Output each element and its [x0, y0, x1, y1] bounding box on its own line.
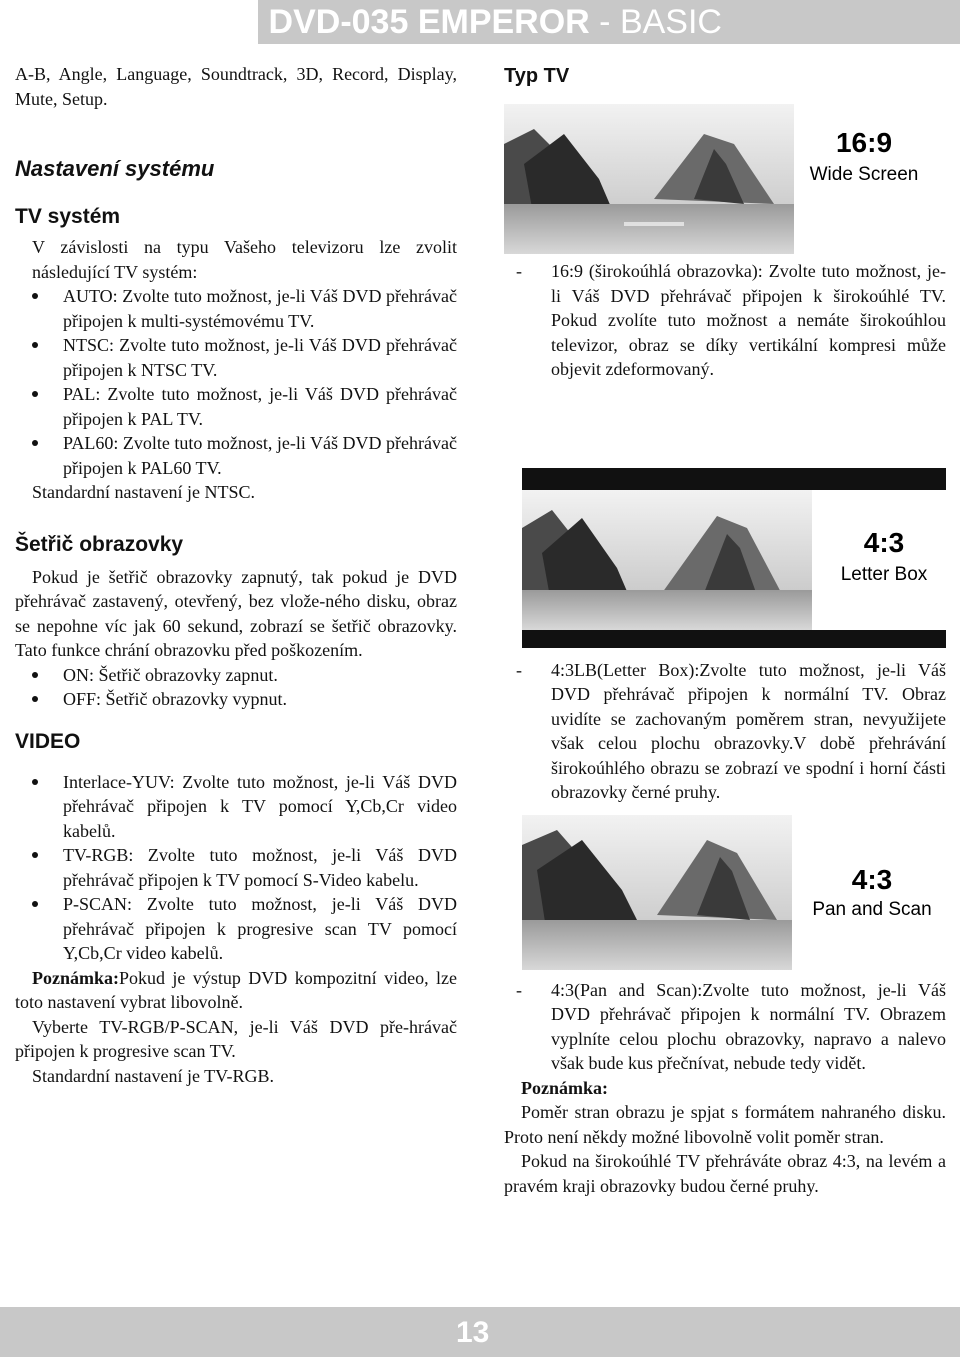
screensaver-heading: Šetřič obrazovky — [15, 532, 184, 556]
list-item: NTSC: Zvolte tuto možnost, je-li Váš DVD přehrávač připojen k NTSC TV. — [15, 333, 457, 382]
right-column — [504, 62, 946, 1198]
aspect-label: 4:3 — [851, 863, 893, 895]
note-text: Poměr stran obrazu je spjat s formátem nahraného disku. Proto není někdy možné libovolně volit poměr stran. — [504, 1102, 946, 1147]
list-item: ON: Šetřič obrazovky zapnut. — [15, 663, 457, 688]
screensaver-text: Pokud je šetřič obrazovky zapnutý, tak pokud je DVD přehrávač zastavený, otevřený, bez vlože-ného disku, obraz se nepohne víc jak 60 sekund, zobrazí se šetřič obrazovky. Tato funkce chrání obrazovku před poškozením. — [15, 566, 457, 660]
letterbox-figure — [522, 468, 946, 648]
tv-type-heading: Typ TV — [504, 65, 570, 87]
list-item: Interlace-YUV: Zvolte tuto možnost, je-li Váš DVD přehrávač připojen k TV pomocí Y,Cb,Cr video kabelů. — [15, 770, 457, 844]
tv-system-default: Standardní nastavení je NTSC. — [32, 482, 255, 502]
list-item: AUTO: Zvolte tuto možnost, je-li Váš DVD přehrávač připojen k multi-systémovému TV. — [15, 284, 457, 333]
video-choose-text: Vyberte TV-RGB/P-SCAN, je-li Váš DVD pře-hrávač připojen k progresive scan TV. — [15, 1016, 457, 1061]
system-heading: Nastavení systému — [15, 156, 215, 181]
list-item: OFF: Šetřič obrazovky vypnut. — [15, 687, 457, 712]
video-default: Standardní nastavení je TV-RGB. — [32, 1065, 274, 1086]
video-note-label: Poznámka: — [32, 967, 119, 988]
list-item: PAL: Zvolte tuto možnost, je-li Váš DVD přehrávač připojen k PAL TV. — [15, 382, 457, 431]
aspect-label: 4:3 — [863, 526, 905, 558]
aspect-label: 16:9 — [835, 127, 893, 158]
panscan-description: - 4:3(Pan and Scan):Zvolte tuto možnost, je-li Váš DVD přehrávač připojen k normální TV. Obrazem vyplníte celou plochu obrazovky, napravo a nalevo však bude kus přečnívat, nebude tedy vidět. — [504, 978, 946, 1076]
mode-label: Letter Box — [840, 563, 928, 585]
widescreen-description: - 16:9 (širokoúhlá obrazovka): Zvolte tuto možnost, je-li Váš DVD přehrávač připojen k širokoúhlé TV. Pokud zvolíte tuto možnost a nemáte širokoúhlou televizor, obraz se díky vertikální kompresi může objevit zdeformovaný. — [504, 259, 946, 382]
video-note: Poznámka:Pokud je výstup DVD kompozitní video, lze toto nastavení vybrat libovolně. — [15, 967, 457, 1012]
tv-system-intro: V závislosti na typu Vašeho televizoru lze zvolit následující TV systém: — [32, 237, 457, 282]
left-column — [15, 62, 457, 1088]
landscape-image-wide — [504, 104, 946, 254]
list-item: TV-RGB: Zvolte tuto možnost, je-li Váš DVD přehrávač připojen k TV pomocí S-Video kabelu. — [15, 843, 457, 892]
document-title: DVD-035 EMPEROR - BASIC — [268, 3, 722, 41]
video-heading: VIDEO — [15, 729, 81, 753]
tv-system-list — [15, 284, 457, 480]
list-item: PAL60: Zvolte tuto možnost, je-li Váš DVD přehrávač připojen k PAL60 TV. — [15, 431, 457, 480]
landscape-image-letterbox — [522, 468, 946, 648]
screensaver-list — [15, 663, 457, 712]
note-text-2: Pokud na širokoúhlé TV přehráváte obraz 4:3, na levém a pravém kraji obrazovky budou černé pruhy. — [504, 1151, 946, 1196]
mode-label: Pan and Scan — [812, 898, 932, 920]
intro-text: A-B, Angle, Language, Soundtrack, 3D, Record, Display, Mute, Setup. — [15, 64, 457, 109]
mode-label: Wide Screen — [809, 164, 919, 185]
widescreen-figure — [504, 104, 946, 259]
note-label: Poznámka: — [521, 1077, 608, 1098]
letterbox-description: - 4:3LB(Letter Box):Zvolte tuto možnost, je-li Váš DVD přehrávač připojen k normální TV. Obraz uvidíte se zachovaným poměrem stran, nevyužijete však celou plochu obrazovky.V době přehrávání širokoúhlého obrazu se zobrazí ve spodní i horní části obrazovky černé pruhy. — [504, 658, 946, 805]
list-item: P-SCAN: Zvolte tuto možnost, je-li Váš DVD přehrávač připojen k progresive scan TV pomocí Y,Cb,Cr video kabelů. — [15, 892, 457, 966]
video-list — [15, 770, 457, 966]
landscape-image-panscan — [522, 815, 946, 970]
page-number: 13 — [456, 1316, 490, 1349]
tv-system-heading: TV systém — [15, 205, 121, 228]
panscan-figure — [522, 815, 946, 970]
